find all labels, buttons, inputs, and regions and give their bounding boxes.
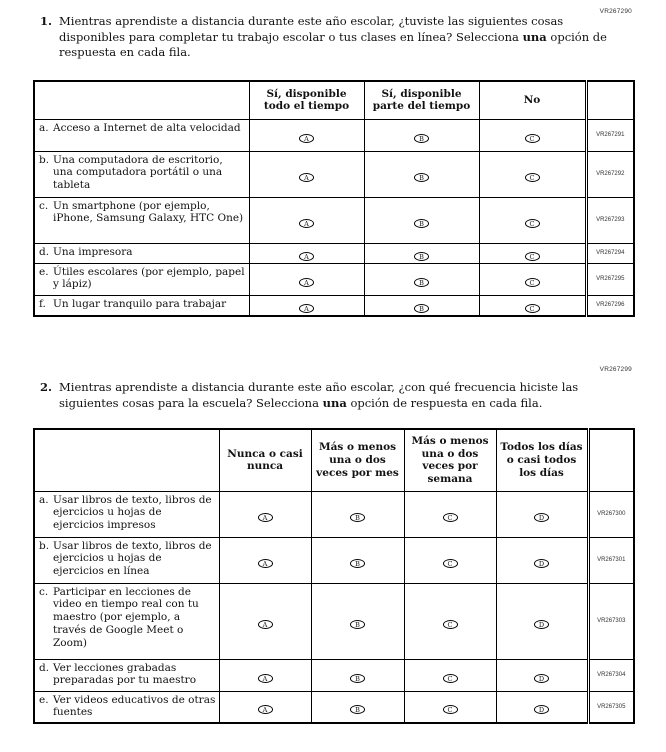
table-row [34,197,634,243]
option-cell [249,263,364,295]
question-2-table [33,428,635,724]
row-letter: a. [39,121,49,134]
option-cell [364,197,479,243]
bubble-option-d[interactable]: D [534,513,549,522]
row-letter: b. [39,539,50,552]
form-code-q2: VR267299 [599,366,632,373]
option-cell [249,197,364,243]
table-row [34,81,634,119]
column-header: Más o menos una o dos veces por mes [311,429,404,491]
row-text: Útiles escolares (por ejemplo, papel y lápiz) [53,265,245,291]
option-cell [479,263,586,295]
bubble-option-a[interactable]: A [299,219,314,228]
bubble-option-b[interactable]: B [414,219,429,228]
table-row [34,583,634,659]
bubble-option-a[interactable]: A [258,620,273,629]
bubble-option-d[interactable]: D [534,620,549,629]
option-cell [404,659,496,691]
bubble-option-b[interactable]: B [350,674,365,683]
item-code: VR267300 [588,491,634,537]
question-2-number: 2. [40,380,53,394]
bubble-option-b[interactable]: B [414,134,429,143]
option-cell [496,659,588,691]
bubble-option-c[interactable]: C [525,278,540,287]
question-1-table [33,80,635,317]
row-letter: a. [39,493,49,506]
option-cell [219,659,311,691]
bubble-option-d[interactable]: D [534,674,549,683]
option-cell [311,659,404,691]
question-1-number: 1. [40,14,53,28]
question-1-prompt [59,14,628,61]
row-letter: b. [39,153,50,166]
bubble-option-a[interactable]: A [299,278,314,287]
row-label [34,295,249,316]
column-header: No [479,81,586,119]
row-label [34,691,219,723]
row-letter: d. [39,245,50,258]
row-label [34,263,249,295]
option-cell [496,491,588,537]
question-1-prompt-bold: una [522,29,547,44]
table-row [34,691,634,723]
bubble-option-b[interactable]: B [350,705,365,714]
item-code: VR267295 [586,263,634,295]
row-label [34,151,249,197]
option-cell [496,691,588,723]
table-row [34,429,634,491]
bubble-option-d[interactable]: D [534,559,549,568]
item-code: VR267291 [586,119,634,151]
row-text: Acceso a Internet de alta velocidad [53,121,241,134]
bubble-option-c[interactable]: C [443,559,458,568]
option-cell [479,197,586,243]
table-row [34,243,634,263]
table-row [34,659,634,691]
code-column-header [586,81,634,119]
item-code: VR267294 [586,243,634,263]
table-row [34,119,634,151]
option-cell [496,537,588,583]
column-header: Todos los días o casi todos los días [496,429,588,491]
option-cell [364,263,479,295]
option-cell [219,583,311,659]
item-code: VR267293 [586,197,634,243]
option-cell [219,537,311,583]
code-column-header [588,429,634,491]
column-header: Sí, disponible parte del tiempo [364,81,479,119]
question-1-prompt-post: opción de respuesta en cada fila. [59,29,607,60]
option-cell [311,491,404,537]
corner-cell [34,429,219,491]
bubble-option-a[interactable]: A [258,705,273,714]
option-cell [479,295,586,316]
column-header: Nunca o casi nunca [219,429,311,491]
row-text: Ver videos educativos de otras fuentes [53,693,216,719]
option-cell [219,491,311,537]
table-row [34,263,634,295]
question-2-prompt-post: opción de respuesta en cada fila. [346,395,543,410]
bubble-option-c[interactable]: C [525,134,540,143]
bubble-option-c[interactable]: C [525,304,540,313]
bubble-option-a[interactable]: A [258,674,273,683]
item-code: VR267303 [588,583,634,659]
column-header: Más o menos una o dos veces por semana [404,429,496,491]
table-row [34,151,634,197]
question-1 [40,14,628,61]
bubble-option-c[interactable]: C [443,705,458,714]
option-cell [311,537,404,583]
bubble-option-d[interactable]: D [534,705,549,714]
row-text: Una computadora de escritorio, una computadora portátil o una tableta [53,153,223,192]
item-code: VR267292 [586,151,634,197]
question-2-prompt [59,380,628,411]
row-text: Un lugar tranquilo para trabajar [53,297,227,310]
bubble-option-a[interactable]: A [299,304,314,313]
item-code: VR267304 [588,659,634,691]
question-2 [40,380,628,411]
option-cell [404,691,496,723]
option-cell [496,583,588,659]
row-letter: e. [39,265,49,278]
row-letter: e. [39,693,49,706]
bubble-option-b[interactable]: B [414,252,429,261]
table-row [34,537,634,583]
item-code: VR267296 [586,295,634,316]
table-row [34,491,634,537]
row-label [34,659,219,691]
item-code: VR267305 [588,691,634,723]
bubble-option-c[interactable]: C [525,252,540,261]
row-label [34,491,219,537]
bubble-option-b[interactable]: B [414,278,429,287]
option-cell [364,243,479,263]
bubble-option-a[interactable]: A [299,252,314,261]
bubble-option-a[interactable]: A [299,173,314,182]
row-label [34,583,219,659]
option-cell [311,583,404,659]
bubble-option-c[interactable]: C [525,219,540,228]
bubble-option-c[interactable]: C [443,674,458,683]
question-1-prompt-pre: Mientras aprendiste a distancia durante este año escolar, ¿tuviste las siguientes cosas disponibles para completar tu trabajo escolar o tus clases en línea? Selecciona [59,14,564,44]
option-cell [479,243,586,263]
column-header: Sí, disponible todo el tiempo [249,81,364,119]
bubble-option-c[interactable]: C [443,513,458,522]
row-text: Un smartphone (por ejemplo, iPhone, Samsung Galaxy, HTC One) [53,199,244,225]
row-letter: c. [39,199,49,212]
option-cell [311,691,404,723]
option-cell [249,151,364,197]
bubble-option-b[interactable]: B [414,173,429,182]
row-label [34,197,249,243]
corner-cell [34,81,249,119]
row-text: Participar en lecciones de video en tiempo real con tu maestro (por ejemplo, a través de Google Meet o Zoom) [53,585,199,649]
row-text: Una impresora [53,245,133,258]
option-cell [479,119,586,151]
bubble-option-b[interactable]: B [350,559,365,568]
row-label [34,537,219,583]
option-cell [404,537,496,583]
option-cell [364,151,479,197]
form-code-q1: VR267290 [599,8,632,15]
bubble-option-b[interactable]: B [414,304,429,313]
bubble-option-a[interactable]: A [258,559,273,568]
option-cell [219,691,311,723]
option-cell [364,295,479,316]
option-cell [249,295,364,316]
option-cell [249,243,364,263]
option-cell [404,583,496,659]
bubble-option-a[interactable]: A [299,134,314,143]
table-row [34,295,634,316]
bubble-option-b[interactable]: B [350,513,365,522]
bubble-option-b[interactable]: B [350,620,365,629]
question-2-prompt-bold: una [322,395,347,410]
bubble-option-a[interactable]: A [258,513,273,522]
row-label [34,243,249,263]
row-text: Usar libros de texto, libros de ejercicios u hojas de ejercicios impresos [53,493,212,532]
option-cell [404,491,496,537]
row-text: Ver lecciones grabadas preparadas por tu maestro [53,661,197,687]
row-label [34,119,249,151]
item-code: VR267301 [588,537,634,583]
question-2-prompt-pre: Mientras aprendiste a distancia durante este año escolar, ¿con qué frecuencia hiciste las siguientes cosas para la escuela? Selecciona [59,380,579,410]
row-letter: f. [39,297,46,310]
option-cell [479,151,586,197]
bubble-option-c[interactable]: C [525,173,540,182]
option-cell [249,119,364,151]
option-cell [364,119,479,151]
row-letter: d. [39,661,50,674]
row-text: Usar libros de texto, libros de ejercicios u hojas de ejercicios en línea [53,539,212,578]
bubble-option-c[interactable]: C [443,620,458,629]
row-letter: c. [39,585,49,598]
